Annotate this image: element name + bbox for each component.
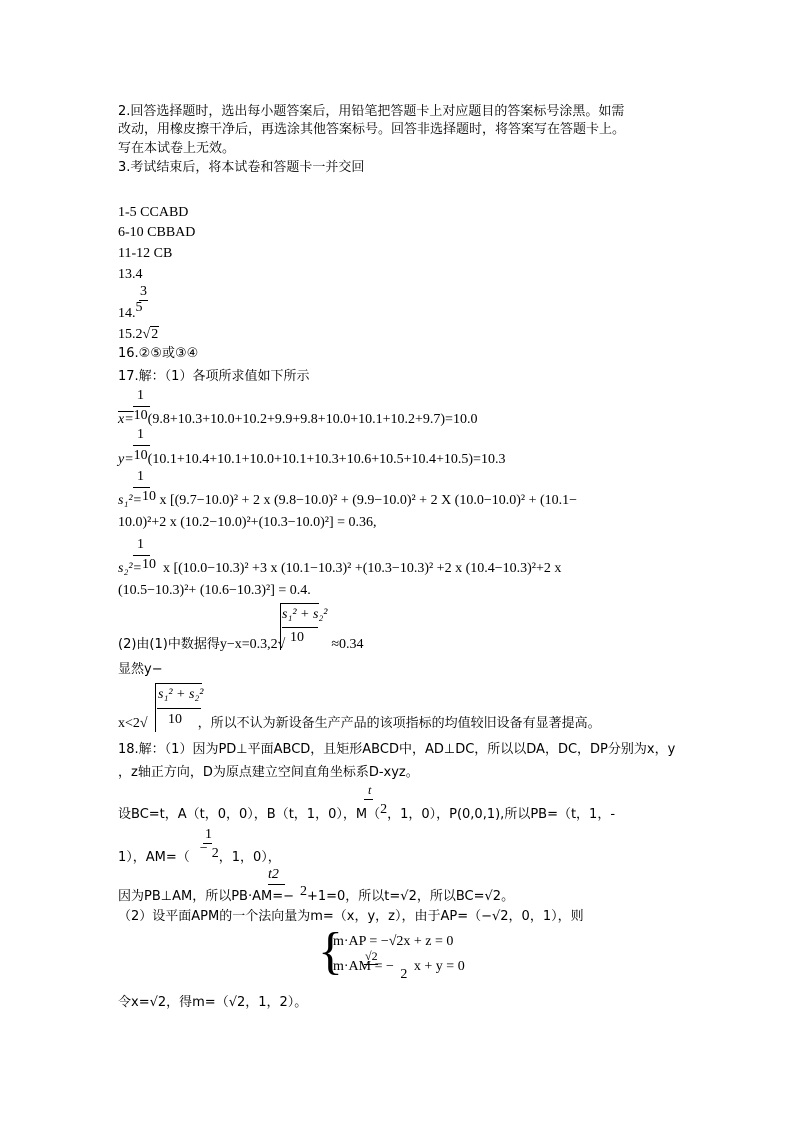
answer-14-label: 14. xyxy=(118,306,136,321)
answer-15 xyxy=(118,326,159,343)
q18-line-7: 令x=√2，得m=（√2，1，2）。 xyxy=(118,995,308,1010)
s1-rhs: x [(9.7−10.0)² + 2 x (9.8−10.0)² + (9.9−10.0)² + 2 X (10.0−10.0)² + (10.1− xyxy=(159,493,578,508)
conclusion-line xyxy=(118,716,601,732)
instruction-line: 写在本试卷上无效。 xyxy=(118,141,236,156)
fraction-denominator: 10 xyxy=(141,557,156,572)
fraction-bar xyxy=(133,555,150,556)
instruction-line: 3.考试结束后，将本试卷和答题卡一并交回 xyxy=(118,160,365,175)
ybar-equation xyxy=(118,448,506,468)
fraction-denominator: 10 xyxy=(133,408,148,423)
q18-line-2: ，z轴正方向，D为原点建立空间直角坐标系D-xyz。 xyxy=(118,765,419,780)
xbar-equation xyxy=(118,408,478,428)
xbar-lhs: x= xyxy=(118,412,134,427)
q18-line-3a: 设BC=t，A（t，0，0），B（t，1，0），M（ xyxy=(118,807,381,822)
q18-line-3 xyxy=(118,802,616,823)
fraction-numerator: 1 xyxy=(137,469,144,484)
system-brace: { xyxy=(318,923,343,980)
q18-line-1: 18.解：（1）因为PD⊥平面ABCD，且矩形ABCD中，AD⊥DC，所以以DA，DC，DP分别为x，y xyxy=(118,742,676,757)
answer-1-5: 1-5 CCABD xyxy=(118,205,189,220)
s2-equation xyxy=(118,557,562,577)
fraction-numerator: √2 xyxy=(365,949,378,963)
q18-line-4b: ，1，0）， xyxy=(218,850,281,865)
fraction-denominator: 10 xyxy=(133,448,148,463)
s2-lhs: s₂²= xyxy=(118,561,142,576)
fraction-denominator: 2 xyxy=(380,802,388,817)
fraction-bar xyxy=(364,799,373,800)
radical-numerator: s₁² + s₂² xyxy=(158,687,204,702)
s1-lhs: s₁²= xyxy=(118,493,142,508)
answer-16: 16.②⑤或③④ xyxy=(118,346,199,361)
system-equation-1: m·AP = −√2x + z = 0 xyxy=(333,934,454,949)
part2-diff: y−x=0.3,2√ xyxy=(219,637,286,652)
part2-line xyxy=(118,637,364,653)
part2-text: (2)由(1)中数据得 xyxy=(118,637,220,652)
q18-line-4 xyxy=(118,841,281,866)
s2-rhs: x [(10.0−10.3)² +3 x (10.1−10.3)² +(10.3−10.3)² +2 x (10.4−10.3)²+2 x xyxy=(162,561,562,576)
fraction-bar xyxy=(157,708,201,709)
q17-title: 17.解：（1）各项所求值如下所示 xyxy=(118,369,310,384)
fraction-numerator: 3 xyxy=(140,284,147,299)
fraction-denominator: 2 xyxy=(299,884,307,899)
fraction-bar xyxy=(133,445,150,446)
s1-rhs-cont: 10.0)²+2 x (10.2−10.0)²+(10.3−10.0)²] = 0.36, xyxy=(118,515,377,530)
part2-approx: ≈0.34 xyxy=(331,637,364,652)
fraction-denominator: 2 xyxy=(211,846,219,861)
radicand: 2 xyxy=(151,327,159,342)
fraction-numerator: t2 xyxy=(268,867,279,882)
fraction-numerator: 1 xyxy=(205,827,212,842)
system-eq2-rhs: x + y = 0 xyxy=(413,959,465,974)
fraction-denominator: 5 xyxy=(135,300,143,315)
q18-line-5b: +1=0，所以t=√2，所以BC=√2。 xyxy=(306,889,515,904)
q18-line-6: （2）设平面APM的一个法向量为m=（x，y，z），由于AP=（−√2，0，1），则 xyxy=(118,909,584,924)
conclusion-text: ，所以不认为新设备生产产品的该项指标的均值较旧设备有显著提高。 xyxy=(197,716,601,731)
ybar-rhs: (10.1+10.4+10.1+10.0+10.1+10.3+10.6+10.5+10.4+10.5)=10.3 xyxy=(147,452,506,467)
fraction-numerator: 1 xyxy=(137,388,144,403)
s1-equation xyxy=(118,489,578,509)
instruction-line: 2.回答选择题时，选出每小题答案后，用铅笔把答题卡上对应题目的答案标号涂黑。如需 xyxy=(118,104,625,119)
fraction-bar xyxy=(268,884,285,885)
instruction-line: 改动，用橡皮擦干净后，再选涂其他答案标号。回答非选择题时，将答案写在答题卡上。 xyxy=(118,122,626,137)
ybar-lhs: y= xyxy=(118,452,134,467)
fraction-denominator: 10 xyxy=(168,712,182,727)
obviously-line: 显然y− xyxy=(118,662,163,677)
fraction-denominator: 10 xyxy=(141,489,156,504)
fraction-denominator: 2 xyxy=(400,967,408,982)
answer-6-10: 6-10 CBBAD xyxy=(118,225,196,240)
fraction-bar xyxy=(133,487,150,488)
xbar-rhs: (9.8+10.3+10.0+10.2+9.9+9.8+10.0+10.1+10.2+9.7)=10.0 xyxy=(147,412,478,427)
fraction-numerator: 1 xyxy=(137,427,144,442)
fraction-numerator: t xyxy=(368,783,372,797)
q18-line-3b: ，1，0），P(0,0,1),所以PB=（t，1，- xyxy=(387,807,616,822)
radical-numerator: s₁² + s₂² xyxy=(282,607,328,622)
answer-15-label: 15.2√ xyxy=(118,327,151,342)
answer-14 xyxy=(118,300,143,322)
answer-11-12: 11-12 CB xyxy=(118,246,173,261)
fraction-numerator: 1 xyxy=(137,537,144,552)
minus-sign: − xyxy=(199,841,208,856)
fraction-bar xyxy=(133,406,150,407)
system-eq2-lhs: m·AM = − xyxy=(333,959,394,974)
answer-13: 13.4 xyxy=(118,267,143,282)
system-equation-2 xyxy=(333,959,465,982)
s2-rhs-cont: (10.5−10.3)²+ (10.6−10.3)²] = 0.4. xyxy=(118,583,311,598)
conclusion-inequality: x<2√ xyxy=(118,716,148,731)
fraction-denominator: 10 xyxy=(290,630,304,645)
fraction-bar xyxy=(282,627,318,628)
q18-line-4a: 1），AM=（ xyxy=(118,850,190,865)
q18-line-5a: 因为PB⊥AM，所以PB·AM=− xyxy=(118,889,294,904)
q18-line-5 xyxy=(118,884,515,905)
